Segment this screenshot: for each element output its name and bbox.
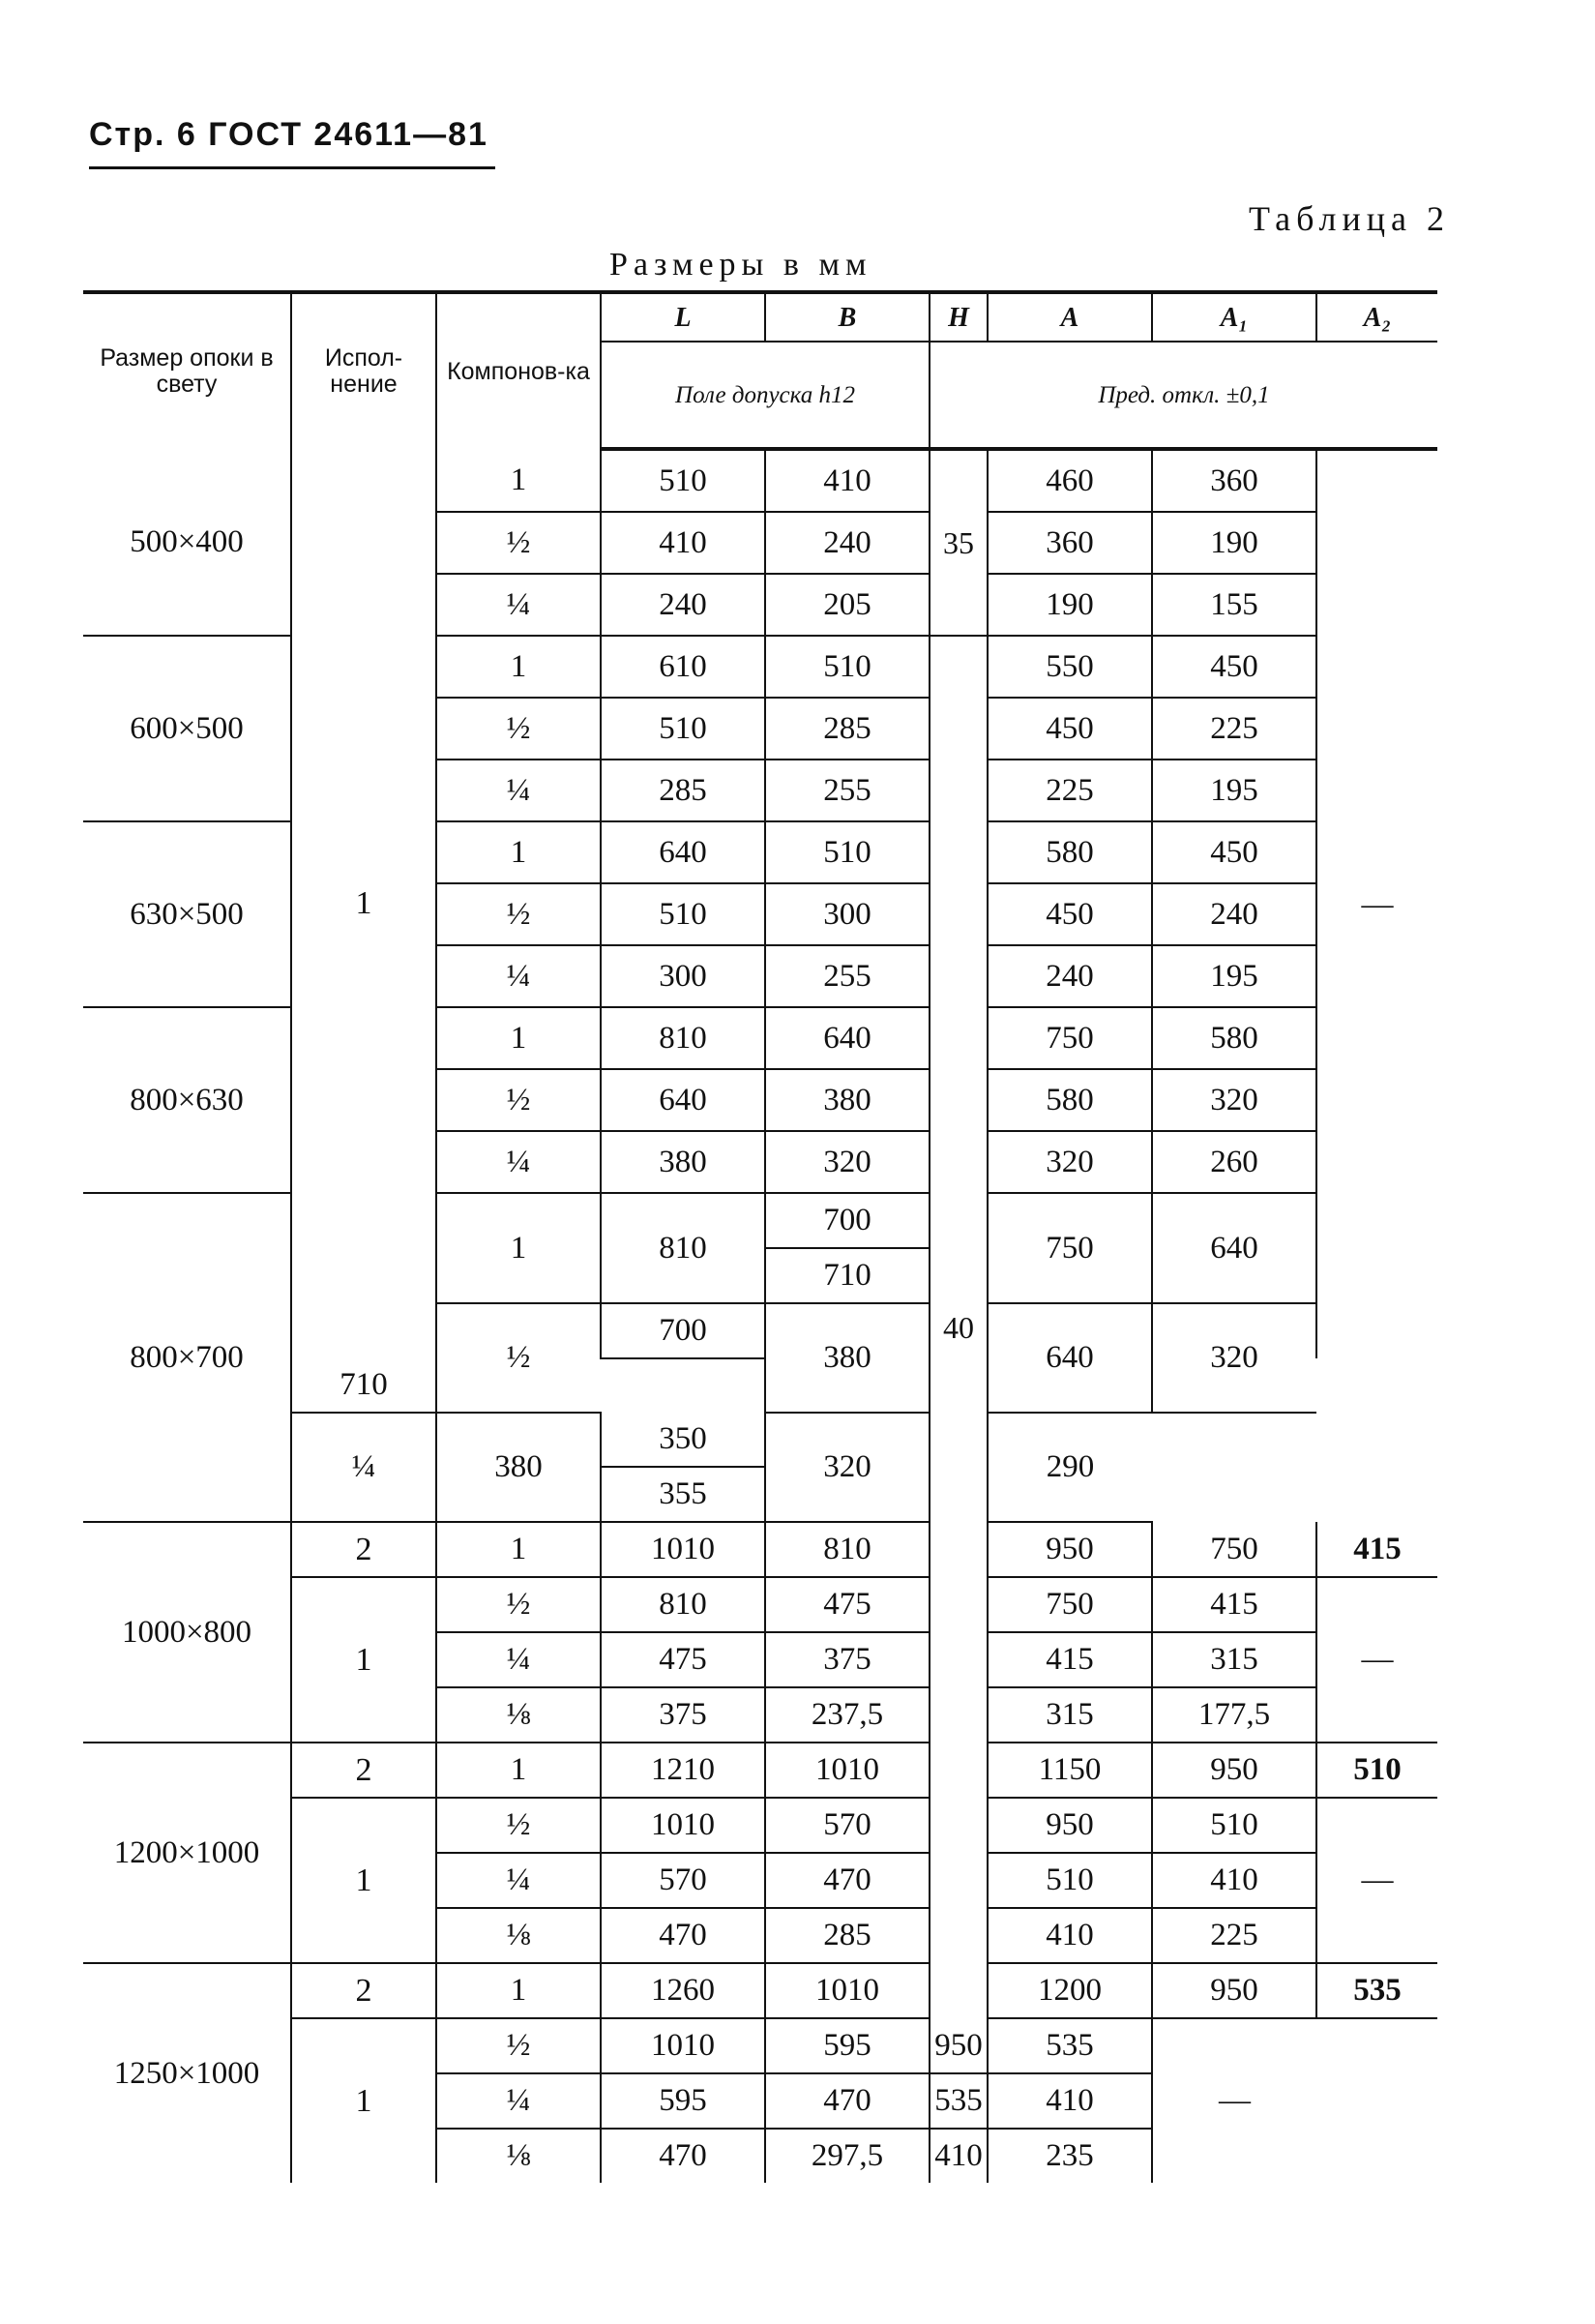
L-cell: 380 [601,1131,765,1193]
A-cell: 950 [988,1798,1152,1853]
B-cell: 237,5 [765,1687,930,1743]
A-cell: 410 [930,2129,988,2183]
A-cell: 950 [988,1522,1152,1577]
L-cell: 1010 [601,1522,765,1577]
L-cell: 410 [601,512,765,574]
A-cell: 510 [988,1853,1152,1908]
A-cell: 535 [930,2073,988,2129]
A1-cell: 510 [1152,1798,1316,1853]
A2-cell: — [1316,1577,1437,1743]
A2-cell: — [1152,2018,1316,2183]
A1-cell: 410 [988,2073,1152,2129]
version-cell: 2 [291,1743,436,1798]
L-cell: 285 [601,760,765,821]
A-cell: 225 [988,760,1152,821]
B-cell: 810 [765,1522,930,1577]
A1-cell: 177,5 [1152,1687,1316,1743]
L-cell: 810 [601,1577,765,1632]
table-row [83,1007,1437,1069]
layout-cell: 1 [436,636,601,698]
A1-cell: 290 [988,1413,1152,1522]
tolerance-h12: Поле допуска h12 [601,342,930,449]
A2-cell: — [1316,449,1437,1358]
col-header-B: B [765,292,930,342]
size-cell: 500×400 [83,449,291,636]
layout-cell: ⅛ [436,2129,601,2183]
units-label: Размеры в мм [609,247,872,283]
layout-cell: ¼ [436,1853,601,1908]
version-cell: 2 [291,1522,436,1577]
L-cell: 1010 [601,2018,765,2073]
tolerance-pm01: Пред. откл. ±0,1 [930,342,1437,449]
L-cell: 1010 [601,1798,765,1853]
A2-cell: 535 [1316,1963,1437,2018]
L-cell: 1260 [601,1963,765,2018]
layout-cell: ¼ [436,2073,601,2129]
L-cell: 640 [601,821,765,883]
layout-cell: ½ [436,1069,601,1131]
layout-cell: 1 [436,1522,601,1577]
B-cell: 1010 [765,1963,930,2018]
layout-cell: ¼ [436,574,601,636]
A-cell: 750 [988,1577,1152,1632]
A-cell: 580 [988,821,1152,883]
A-cell: 580 [988,1069,1152,1131]
B-cell: 205 [765,574,930,636]
layout-cell: ½ [436,698,601,760]
B-cell: 355 [601,1467,765,1522]
layout-cell: ½ [436,1798,601,1853]
A-cell: 750 [988,1007,1152,1069]
A2-cell: — [1316,1798,1437,1963]
B-cell: 1010 [765,1743,930,1798]
table-row [83,636,1437,698]
size-cell: 1000×800 [83,1522,291,1743]
version-cell: 1 [291,1577,436,1743]
L-cell: 570 [601,1853,765,1908]
B-cell: 240 [765,512,930,574]
H-cell: 35 [930,449,988,636]
A1-cell: 950 [1152,1963,1316,2018]
layout-cell: ½ [436,1577,601,1632]
A1-cell: 320 [1152,1069,1316,1131]
A-cell: 410 [988,1908,1152,1963]
layout-cell: ¼ [436,1131,601,1193]
col-header-A2: A₂ [1316,292,1437,342]
A2-cell: 510 [1316,1743,1437,1798]
version-cell: 1 [291,1798,436,1963]
A1-cell: 315 [1152,1632,1316,1687]
col-header-A1: A₁ [1152,292,1316,342]
size-cell: 1250×1000 [113,2055,260,2091]
col-header-version: Испол-нение [291,292,436,449]
A-cell: 550 [988,636,1152,698]
table-title: Таблица 2 [1249,199,1450,238]
A1-cell: 240 [1152,883,1316,945]
A1-cell: 450 [1152,636,1316,698]
B-cell: 297,5 [765,2129,930,2183]
layout-cell: 1 [436,1963,601,2018]
A-cell: 450 [988,883,1152,945]
col-header-A: A [988,292,1152,342]
A1-cell: 360 [1152,449,1316,512]
size-cell: 1200×1000 [83,1743,291,1963]
A-cell: 450 [988,698,1152,760]
layout-cell: ½ [436,1303,601,1413]
B-cell: 700 [765,1193,930,1248]
A-cell: 315 [988,1687,1152,1743]
L-cell: 610 [601,636,765,698]
A1-cell: 225 [1152,698,1316,760]
size-cell: 600×500 [83,636,291,821]
layout-cell: 1 [436,449,601,512]
L-cell: 470 [601,1908,765,1963]
A1-cell: 450 [1152,821,1316,883]
B-cell: 380 [765,1069,930,1131]
layout-cell: ½ [436,512,601,574]
layout-cell: ⅛ [436,1908,601,1963]
table-row [83,1963,1437,2018]
A-cell: 190 [988,574,1152,636]
table-row [83,821,1437,883]
L-cell: 240 [601,574,765,636]
table-row [83,1193,1437,1248]
A2-cell: 415 [1316,1522,1437,1577]
layout-cell: ½ [436,2018,601,2073]
A1-cell: 235 [988,2129,1152,2183]
B-cell: 300 [765,883,930,945]
A-cell: 320 [988,1131,1152,1193]
B-cell: 255 [765,945,930,1007]
table-row [83,1743,1437,1798]
L-cell: 640 [601,1069,765,1131]
size-cell: 630×500 [83,821,291,1007]
B-cell: 285 [765,1908,930,1963]
B-cell: 470 [765,2073,930,2129]
H-cell: 40 [930,636,988,2018]
layout-cell: 1 [436,1007,601,1069]
L-cell: 810 [601,1193,765,1303]
A1-cell: 410 [1152,1853,1316,1908]
A-cell: 1150 [988,1743,1152,1798]
page-reference: Стр. 6 ГОСТ 24611—81 [89,116,488,153]
A-cell: 460 [988,449,1152,512]
A-cell: 640 [988,1303,1152,1413]
L-cell: 475 [601,1632,765,1687]
B-cell: 510 [765,636,930,698]
L-cell: 300 [601,945,765,1007]
B-cell: 570 [765,1798,930,1853]
A-cell: 415 [988,1632,1152,1687]
A1-cell: 750 [1152,1522,1316,1577]
version-cell: 1 [291,2018,436,2183]
A1-cell: 155 [1152,574,1316,636]
B-cell: 350 [601,1413,765,1467]
col-header-L: L [601,292,765,342]
layout-cell: ¼ [291,1413,436,1522]
A1-cell: 535 [988,2018,1152,2073]
A1-cell: 195 [1152,945,1316,1007]
col-header-size: Размер опоки в свету [83,292,291,449]
B-cell: 380 [765,1303,930,1413]
layout-cell: ¼ [436,760,601,821]
L-cell: 510 [601,698,765,760]
layout-cell: ¼ [436,1632,601,1687]
A1-cell: 640 [1152,1193,1316,1303]
B-cell: 475 [765,1577,930,1632]
layout-cell: ¼ [436,945,601,1007]
size-cell: 800×700 [83,1193,291,1522]
header-underline [89,166,495,169]
B-cell: 510 [765,821,930,883]
A-cell: 240 [988,945,1152,1007]
L-cell: 1210 [601,1743,765,1798]
A-cell: 950 [930,2018,988,2073]
A1-cell: 195 [1152,760,1316,821]
L-cell: 710 [291,1358,436,1413]
A-cell: 320 [765,1413,930,1522]
A1-cell: 580 [1152,1007,1316,1069]
B-cell: 640 [765,1007,930,1069]
L-cell: 510 [601,883,765,945]
B-cell: 595 [765,2018,930,2073]
col-header-H: H [930,292,988,342]
L-cell: 380 [436,1413,601,1522]
layout-cell: 1 [436,1743,601,1798]
A1-cell: 190 [1152,512,1316,574]
version-cell: 1 [291,449,436,1358]
L-cell: 510 [601,449,765,512]
table-row [83,1522,1437,1577]
A-cell: 750 [988,1193,1152,1303]
B-cell: 320 [765,1131,930,1193]
A1-cell: 950 [1152,1743,1316,1798]
A-cell: 360 [988,512,1152,574]
size-cell: 800×630 [83,1007,291,1193]
B-cell: 255 [765,760,930,821]
L-cell: 470 [601,2129,765,2183]
B-cell: 710 [765,1248,930,1303]
A1-cell: 260 [1152,1131,1316,1193]
B-cell: 410 [765,449,930,512]
version-cell: 2 [291,1963,436,2018]
dimensions-table [83,290,1437,2183]
A1-cell: 415 [1152,1577,1316,1632]
L-cell: 595 [601,2073,765,2129]
B-cell: 285 [765,698,930,760]
layout-cell: ½ [436,883,601,945]
layout-cell: ⅛ [436,1687,601,1743]
col-header-layout: Компонов-ка [436,292,601,449]
table-row [83,449,1437,512]
A-cell: 1200 [988,1963,1152,2018]
A1-cell: 320 [1152,1303,1316,1413]
B-cell: 470 [765,1853,930,1908]
L-cell: 810 [601,1007,765,1069]
L-cell: 700 [601,1303,765,1358]
layout-cell: 1 [436,1193,601,1303]
L-cell: 375 [601,1687,765,1743]
layout-cell: 1 [436,821,601,883]
A1-cell: 225 [1152,1908,1316,1963]
B-cell: 375 [765,1632,930,1687]
